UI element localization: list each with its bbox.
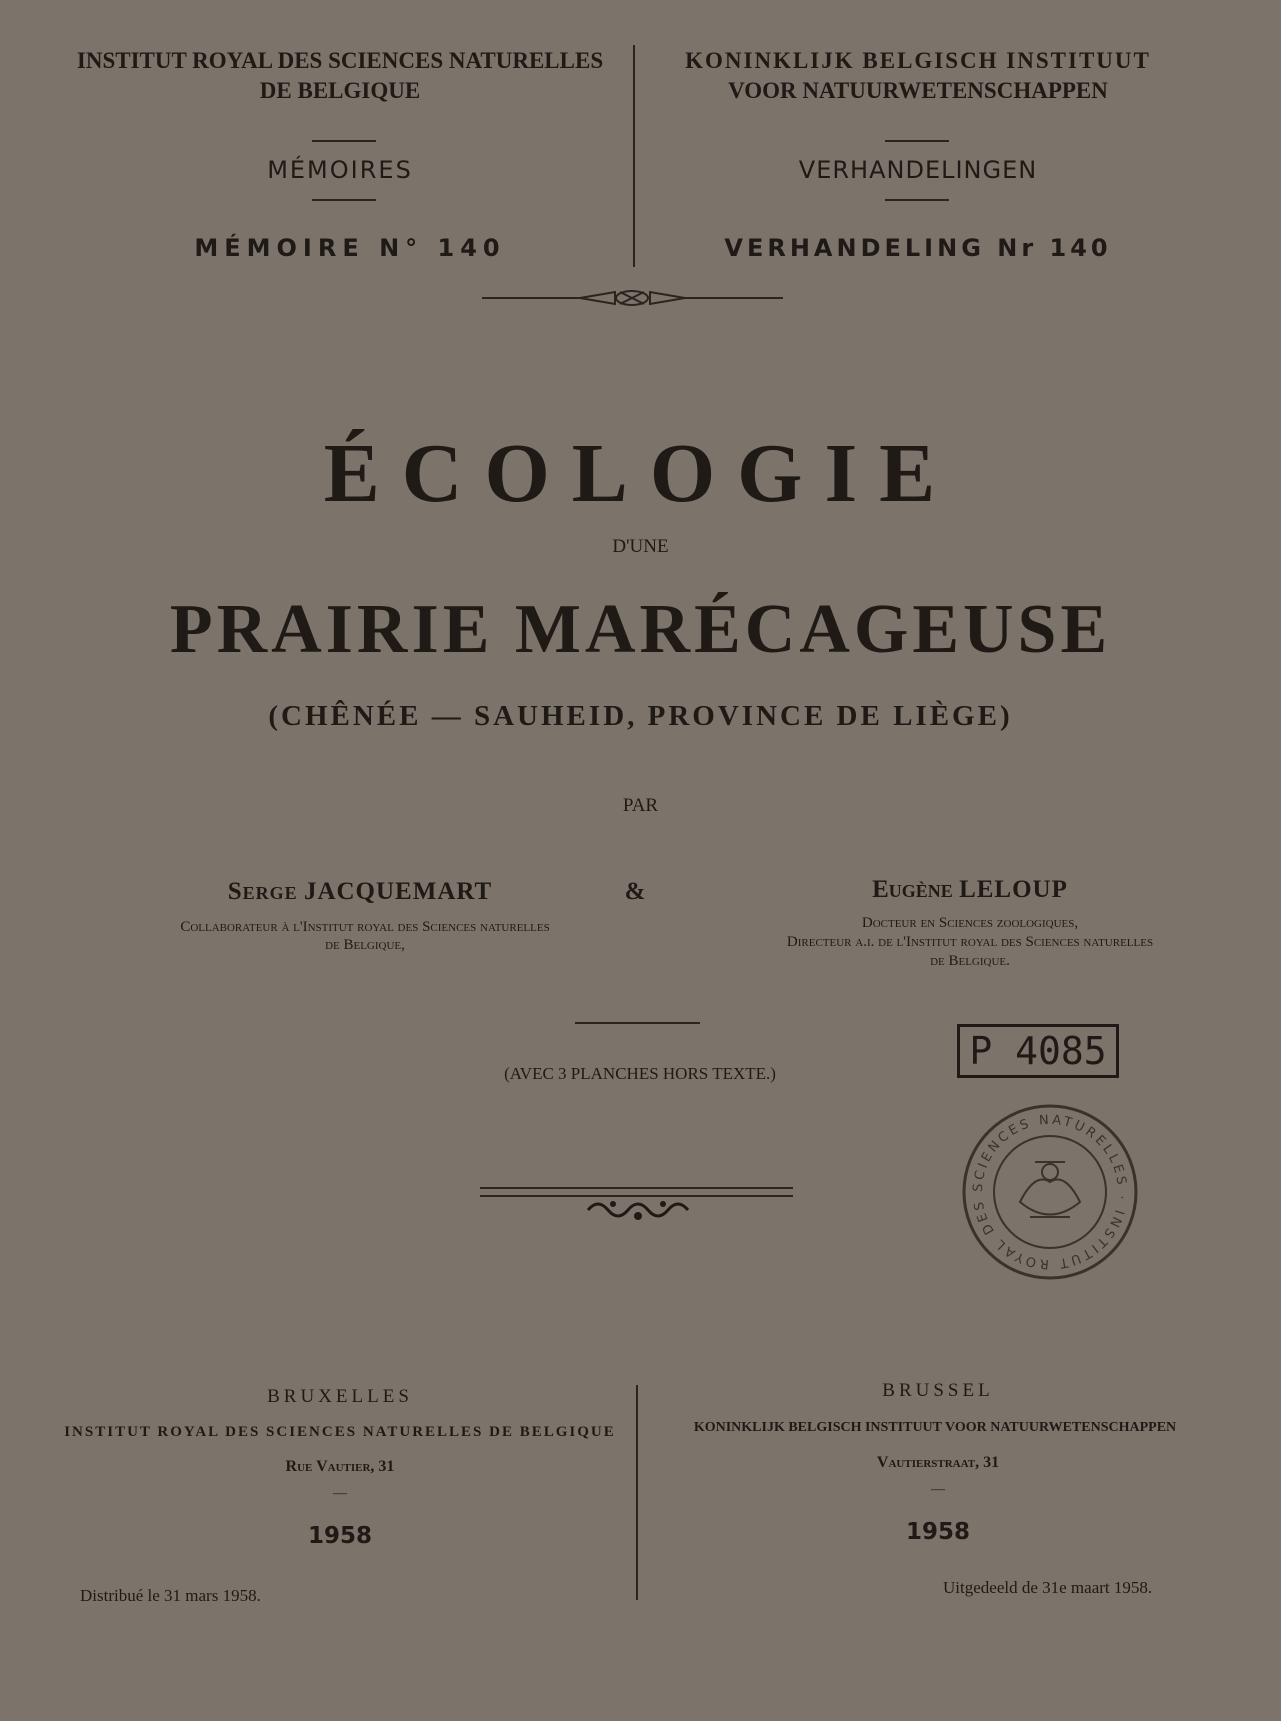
author-1-name xyxy=(110,878,610,906)
author-1-affiliation xyxy=(60,918,670,954)
library-stamp xyxy=(957,1024,1119,1078)
footer-address-nl: Vautierstraat, 31 xyxy=(876,1454,1000,1471)
author-2-affiliation xyxy=(660,914,1280,970)
footer-column-divider xyxy=(636,1385,638,1600)
seal-text: SCIENCES NATURELLES · INSTITUT ROYAL DES xyxy=(970,1112,1130,1272)
author-2-name xyxy=(720,876,1220,904)
divider xyxy=(885,199,949,201)
institute-line2-fr: DE BELGIQUE xyxy=(259,78,421,103)
author-1-affiliation-line2: de Belgique, xyxy=(325,937,405,953)
institute-name-nl xyxy=(648,48,1188,104)
ornament-divider-icon xyxy=(480,286,785,310)
author-2-affiliation-line1: Docteur en Sciences zoologiques, xyxy=(861,915,1079,931)
memoire-number: MÉMOIRE N° 140 xyxy=(194,234,506,262)
scroll-ornament-icon xyxy=(583,1198,693,1222)
footer-distribution-fr: Distribué le 31 mars 1958. xyxy=(80,1586,261,1605)
footer-publisher-fr: INSTITUT ROYAL DES SCIENCES NATURELLES DE BELGIQUE xyxy=(64,1424,616,1440)
institute-line2-nl: VOOR NATUURWETENSCHAPPEN xyxy=(728,78,1108,103)
divider xyxy=(312,199,376,201)
institute-seal-icon xyxy=(960,1102,1140,1282)
footer-city-fr: BRUXELLES xyxy=(267,1386,413,1407)
institute-name-fr xyxy=(70,48,610,104)
series-nl: VERHANDELINGEN xyxy=(798,156,1038,184)
stamp-code: P 4085 xyxy=(969,1029,1107,1073)
footer-distribution-nl: Uitgedeeld de 31e maart 1958. xyxy=(943,1578,1153,1597)
footer-publisher-nl: KONINKLIJK BELGISCH INSTITUUT VOOR NATUURWETENSCHAPPEN xyxy=(693,1420,1177,1435)
author-2-last-name: LELOUP xyxy=(959,876,1068,903)
author-1-first-name: Serge xyxy=(227,878,298,905)
author-1-last-name: JACQUEMART xyxy=(303,878,493,905)
title-main: ÉCOLOGIE xyxy=(323,427,958,520)
institute-line1-nl: KONINKLIJK BELGISCH INSTITUUT xyxy=(685,48,1151,73)
institute-line1-fr: INSTITUT ROYAL DES SCIENCES NATURELLES xyxy=(76,48,604,73)
series-fr: MÉMOIRES xyxy=(267,156,413,184)
divider xyxy=(885,140,949,142)
footer-dash-fr: — xyxy=(333,1486,347,1501)
author-2-affiliation-line2: Directeur a.i. de l'Institut royal des Sciences naturelles xyxy=(786,933,1154,950)
verhandeling-number: VERHANDELING Nr 140 xyxy=(724,234,1112,262)
footer-year-fr: 1958 xyxy=(307,1523,372,1549)
ampersand: & xyxy=(624,878,646,905)
double-rule xyxy=(480,1187,793,1197)
footer-address-fr: Rue Vautier, 31 xyxy=(285,1458,395,1475)
footer-year-nl: 1958 xyxy=(905,1519,970,1545)
footer-city-nl: BRUSSEL xyxy=(882,1380,994,1401)
title-subject: PRAIRIE MARÉCAGEUSE xyxy=(169,591,1112,668)
footer-dash-nl: — xyxy=(931,1482,945,1497)
plates-note: (AVEC 3 PLANCHES HORS TEXTE.) xyxy=(504,1064,776,1083)
divider xyxy=(575,1022,700,1024)
author-2-affiliation-line3: de Belgique. xyxy=(930,952,1010,969)
header-column-divider xyxy=(633,45,635,267)
title-connector: D'UNE xyxy=(612,536,669,557)
author-2-first-name: Eugène xyxy=(872,876,953,903)
divider xyxy=(312,140,376,142)
author-1-affiliation-line1: Collaborateur à l'Institut royal des Sciences naturelles xyxy=(180,919,550,935)
by-label: PAR xyxy=(622,795,659,816)
title-location: (CHÊNÉE — SAUHEID, PROVINCE DE LIÈGE) xyxy=(268,700,1013,732)
